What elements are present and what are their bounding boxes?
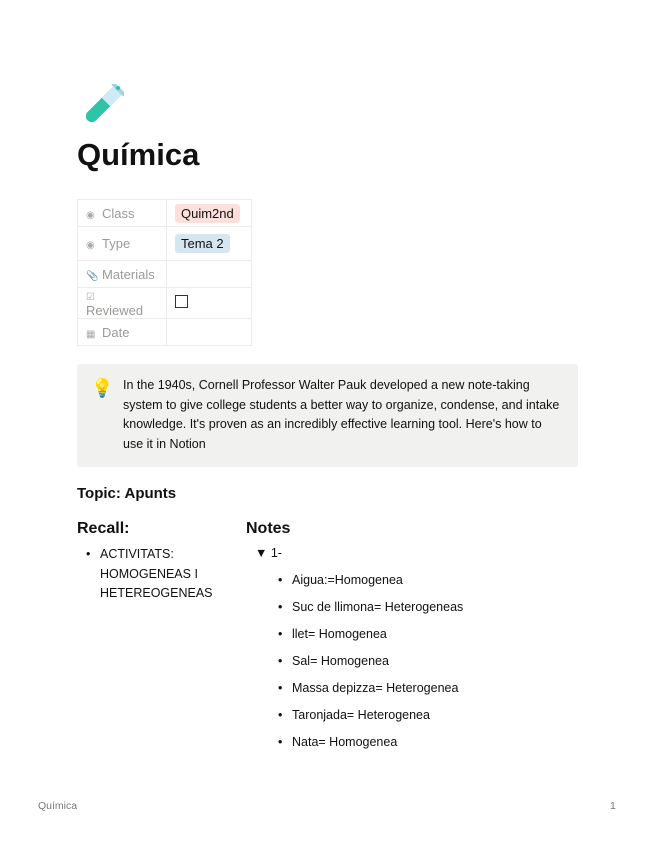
recall-list	[86, 545, 226, 604]
list-item: • Massa depizza= Heterogenea	[292, 681, 463, 708]
property-label: Type	[102, 236, 131, 251]
footer-title: Química	[38, 800, 78, 812]
property-label: Reviewed	[86, 303, 144, 318]
list-item: • Taronjada= Heterogenea	[292, 708, 463, 735]
notes-list	[292, 573, 463, 762]
list-item: • Nata= Homogenea	[292, 735, 463, 762]
property-type	[78, 227, 252, 261]
notes-heading: Notes	[246, 520, 291, 537]
property-class	[78, 200, 252, 227]
select-icon: ◉	[86, 209, 95, 221]
select-icon: ◉	[86, 240, 95, 251]
date-value[interactable]	[167, 319, 252, 346]
property-label: Class	[102, 205, 135, 221]
page-number: 1	[610, 800, 616, 812]
lightbulb-icon: 💡	[91, 378, 114, 398]
callout-text: In the 1940s, Cornell Professor Walter Pauk developed a new note-taking system to give college students a better way to organize, condense, and intake knowledge. It's proven as an incredibly effective learning tool. Here's how to use it in Notion	[123, 378, 560, 451]
recall-heading: Recall:	[77, 520, 130, 537]
property-reviewed	[78, 288, 252, 319]
properties-table	[77, 199, 252, 346]
paperclip-icon: 📎	[86, 270, 99, 282]
list-item: • Suc de llimona= Heterogeneas	[292, 600, 463, 627]
materials-value[interactable]	[167, 261, 252, 288]
type-tag[interactable]: Tema 2	[175, 234, 230, 253]
toggle-1[interactable]	[255, 546, 282, 560]
list-item: • llet= Homogenea	[292, 627, 463, 654]
property-label: Materials	[102, 266, 155, 282]
page-title: Química	[77, 137, 200, 172]
test-tube-icon	[78, 84, 124, 130]
list-item: • Aigua:=Homogenea	[292, 573, 463, 600]
property-date	[78, 319, 252, 346]
reviewed-checkbox[interactable]	[175, 295, 188, 308]
callout	[77, 364, 578, 467]
list-item: • Sal= Homogenea	[292, 654, 463, 681]
property-label: Date	[102, 324, 130, 340]
toggle-label: 1-	[270, 546, 282, 560]
list-item: • ACTIVITATS: HOMOGENEAS I HETEREOGENEAS	[86, 545, 226, 604]
checkbox-icon: ☑	[86, 292, 95, 303]
property-materials	[78, 261, 252, 288]
triangle-down-icon[interactable]: ▼	[255, 546, 268, 560]
topic-heading: Topic: Apunts	[77, 485, 177, 502]
calendar-icon: ▦	[86, 328, 96, 340]
class-tag[interactable]: Quim2nd	[175, 204, 240, 223]
